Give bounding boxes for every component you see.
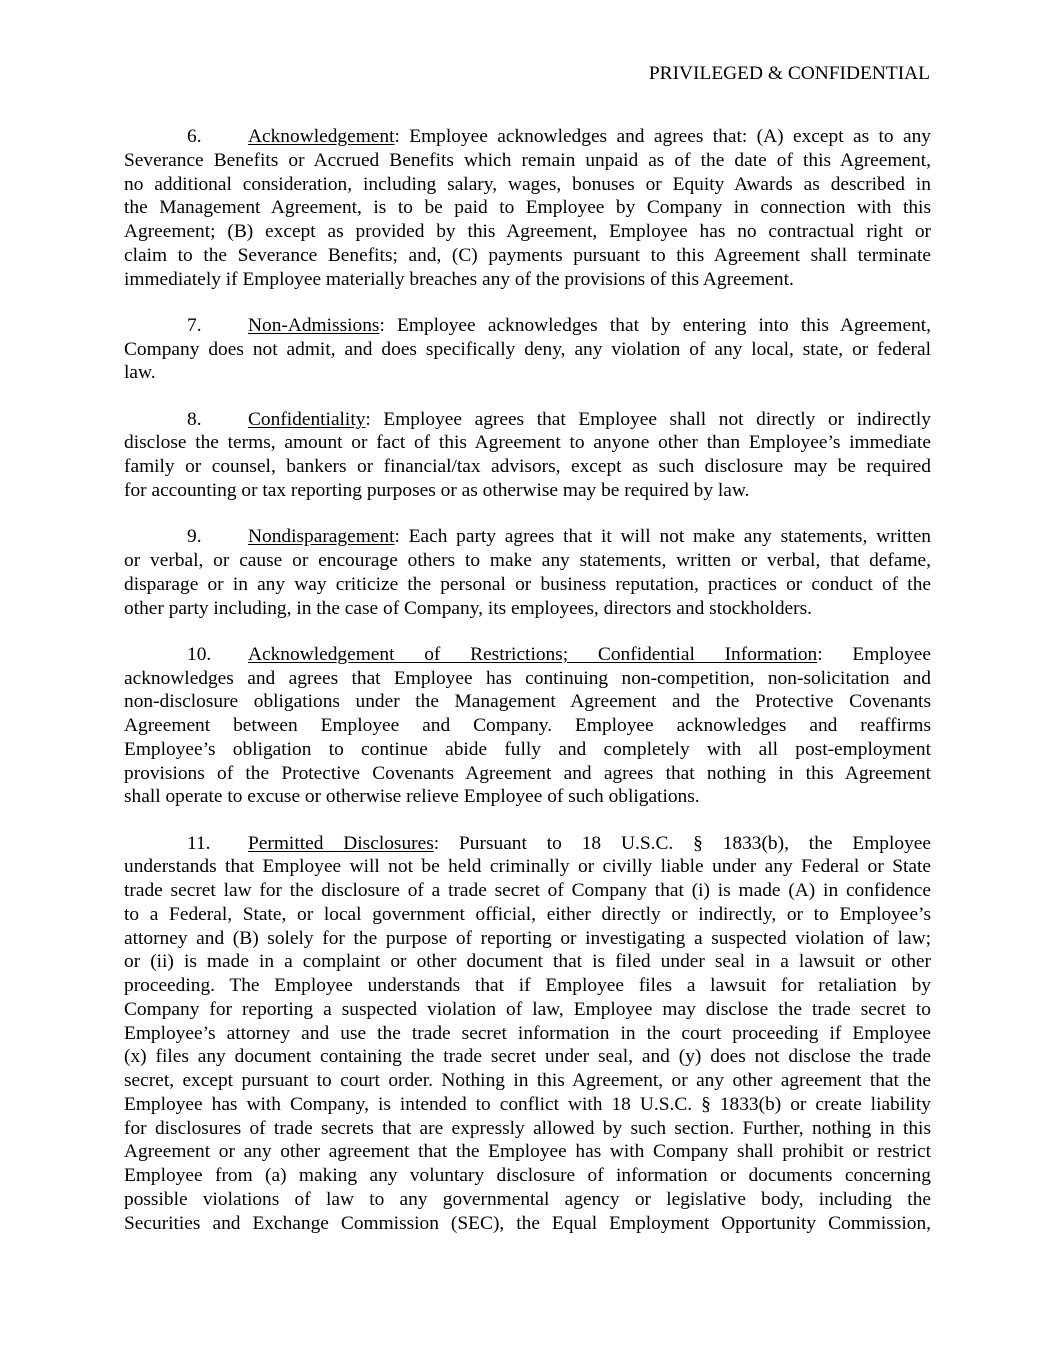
paragraph-line: Agreement; (B) except as provided by this Agreement, Employee has no contractual right or	[124, 221, 931, 242]
paragraph-line: (x) files any document containing the trade secret under seal, and (y) does not disclose the trade	[124, 1046, 931, 1068]
paragraph-line: secret, except pursuant to court order. Nothing in this Agreement, or any other agreement that the	[124, 1070, 931, 1092]
paragraph-line: Company for reporting a suspected violation of law, Employee may disclose the trade secret to	[124, 998, 931, 1020]
paragraph-line: Agreement between Employee and Company. Employee acknowledges and reaffirms	[124, 715, 931, 737]
section-number: 10.	[187, 643, 212, 665]
paragraph-line: disclose the terms, amount or fact of this Agreement to anyone other than Employee’s immediate	[124, 432, 931, 454]
first-line-text	[248, 314, 931, 338]
paragraph-line: law.	[124, 362, 156, 384]
paragraph-line: provisions of the Protective Covenants Agreement and agrees that nothing in this Agreement	[124, 762, 931, 784]
first-line-text	[248, 525, 931, 549]
paragraph-line: non-disclosure obligations under the Management Agreement and the Protective Covenants	[124, 691, 931, 713]
paragraph-line: shall operate to excuse or otherwise relieve Employee of such obligations.	[124, 786, 700, 808]
paragraph-line: Severance Benefits or Accrued Benefits which remain unpaid as of the date of this Agreement,	[124, 149, 931, 171]
paragraph-line: Employee’s obligation to continue abide fully and completely with all post-employment	[124, 738, 931, 760]
paragraph-line: other party including, in the case of Company, its employees, directors and stockholders.	[124, 597, 813, 619]
paragraph-line: Employee has with Company, is intended to conflict with 18 U.S.C. § 1833(b) or create liability	[124, 1093, 931, 1115]
paragraph-line	[124, 643, 931, 667]
section-heading: Permitted Disclosures	[248, 832, 434, 854]
section-number: 6.	[187, 126, 202, 147]
first-line-text	[248, 832, 931, 856]
paragraph-line	[124, 125, 931, 149]
paragraph-line: or verbal, or cause or encourage others to make any statements, written or verbal, that defame,	[124, 550, 931, 572]
section-heading: Confidentiality	[248, 408, 366, 430]
section-paragraph	[124, 643, 931, 809]
paragraph-line: for disclosures of trade secrets that are expressly allowed by such section. Further, nothing in this	[124, 1117, 931, 1139]
section-text: : Employee acknowledges that by entering into this Agreement,	[379, 314, 931, 336]
first-line-text	[248, 125, 931, 149]
section-paragraph	[124, 125, 931, 291]
paragraph-line: possible violations of law to any governmental agency or legislative body, including the	[124, 1188, 931, 1210]
section-text: : Each party agrees that it will not make any statements, written	[394, 526, 931, 548]
paragraph-line: attorney and (B) solely for the purpose of reporting or investigating a suspected violation of law;	[124, 927, 931, 949]
section-text: : Employee acknowledges and agrees that: (A) except as to any	[394, 126, 931, 147]
paragraph-line	[124, 525, 931, 549]
paragraph-line	[124, 408, 931, 432]
paragraph-line: Company does not admit, and does specifically deny, any violation of any local, state, or federal	[124, 338, 931, 360]
first-line-text	[248, 643, 931, 667]
paragraph-line: proceeding. The Employee understands that if Employee files a lawsuit for retaliation by	[124, 975, 931, 997]
paragraph-line: or (ii) is made in a complaint or other document that is filed under seal in a lawsuit or other	[124, 951, 931, 973]
section-number: 7.	[187, 314, 202, 336]
paragraph-line: disparage or in any way criticize the personal or business reputation, practices or conduct of the	[124, 573, 931, 595]
section-text: : Pursuant to 18 U.S.C. § 1833(b), the Employee	[433, 832, 931, 854]
paragraph-line: for accounting or tax reporting purposes or as otherwise may be required by law.	[124, 479, 750, 501]
section-number: 8.	[187, 408, 202, 430]
section-heading: Acknowledgement of Restrictions; Confidential Information	[248, 643, 818, 665]
section-heading: Non-Admissions	[248, 314, 380, 336]
paragraph-line: understands that Employee will not be held criminally or civilly liable under any Federal or State	[124, 856, 931, 878]
paragraph-line: Employee from (a) making any voluntary disclosure of information or documents concerning	[124, 1165, 931, 1187]
section-text: : Employee agrees that Employee shall not directly or indirectly	[365, 408, 931, 430]
paragraph-line: the Management Agreement, is to be paid to Employee by Company in connection with this	[124, 197, 931, 219]
section-paragraph	[124, 314, 931, 385]
section-heading: Nondisparagement	[248, 526, 395, 548]
paragraph-line	[124, 832, 931, 856]
paragraph-line	[124, 314, 931, 338]
paragraph-line: acknowledges and agrees that Employee has continuing non-competition, non-solicitation and	[124, 667, 931, 689]
paragraph-line: Agreement or any other agreement that the Employee has with Company shall prohibit or restrict	[124, 1141, 931, 1163]
section-heading: Acknowledgement	[248, 126, 395, 147]
section-paragraph	[124, 832, 931, 1236]
section-paragraph	[124, 525, 931, 620]
first-line-text	[248, 408, 931, 432]
confidentiality-header: PRIVILEGED & CONFIDENTIAL	[648, 63, 930, 84]
paragraph-line: no additional consideration, including salary, wages, bonuses or Equity Awards as described in	[124, 173, 931, 195]
document-body	[124, 125, 931, 1258]
section-paragraph	[124, 408, 931, 503]
section-number: 11.	[187, 832, 211, 854]
section-number: 9.	[187, 526, 202, 548]
paragraph-line: immediately if Employee materially breaches any of the provisions of this Agreement.	[124, 268, 794, 290]
paragraph-line: trade secret law for the disclosure of a trade secret of Company that (i) is made (A) in confidence	[124, 880, 931, 902]
section-text: : Employee	[817, 643, 931, 665]
paragraph-line: claim to the Severance Benefits; and, (C) payments pursuant to this Agreement shall terminate	[124, 244, 931, 266]
paragraph-line: Employee’s attorney and use the trade secret information in the court proceeding if Employee	[124, 1022, 931, 1044]
paragraph-line: to a Federal, State, or local government official, either directly or indirectly, or to Employee’s	[124, 903, 931, 925]
paragraph-line: family or counsel, bankers or financial/tax advisors, except as such disclosure may be required	[124, 456, 931, 478]
paragraph-line: Securities and Exchange Commission (SEC), the Equal Employment Opportunity Commission,	[124, 1212, 931, 1234]
